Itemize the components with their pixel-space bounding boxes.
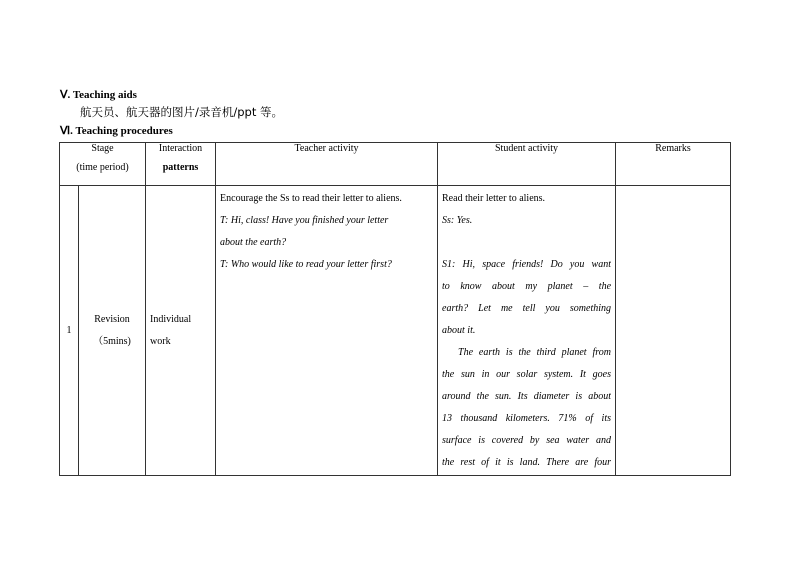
teacher-line: T: Who would like to read your letter first? (220, 259, 392, 270)
student-line: about it. (442, 325, 476, 336)
teacher-activity-cell (216, 186, 438, 476)
student-line: the rest of it is land. There are four (442, 457, 612, 468)
header-stage-sub: (time period) (76, 162, 129, 173)
interaction-line-2: work (150, 335, 171, 347)
header-stage: Stage (time period) (60, 143, 146, 186)
student-line: to know about my planet – the (442, 281, 612, 292)
section-6-title: Ⅵ. Teaching procedures (60, 125, 173, 137)
table-row (60, 186, 731, 476)
remarks-cell (616, 186, 731, 476)
student-line: around the sun. Its diameter is about (442, 391, 612, 402)
teacher-line: Encourage the Ss to read their letter to aliens. (220, 193, 402, 204)
header-remarks: Remarks (616, 143, 731, 186)
header-student-activity: Student activity (438, 143, 616, 186)
student-line: the sun in our solar system. It goes (442, 369, 612, 380)
student-line: Read their letter to aliens. (442, 193, 546, 204)
interaction-cell (146, 186, 216, 476)
header-interaction: Interaction patterns (146, 143, 216, 186)
student-line: Ss: Yes. (442, 215, 473, 226)
student-line (442, 232, 611, 254)
teacher-line: about the earth? (220, 237, 287, 248)
stage-time: （5mins) (93, 335, 131, 347)
row-number: 1 (60, 186, 79, 476)
student-line: S1: Hi, space friends! Do you want (442, 259, 612, 270)
table-header-row (60, 143, 731, 186)
student-line: The earth is the third planet from (458, 347, 612, 358)
teaching-procedures-table (59, 142, 731, 476)
teacher-line: T: Hi, class! Have you finished your letter (220, 215, 389, 226)
interaction-line-1: Individual (150, 313, 192, 325)
section-5-title: Ⅴ. Teaching aids (60, 89, 137, 101)
teaching-aids-text: 航天员、航天器的图片/录音机/ppt 等。 (80, 105, 284, 119)
student-activity-cell (438, 186, 616, 476)
student-line: surface is covered by sea water and (442, 435, 612, 446)
student-line: 13 thousand kilometers. 71% of its (442, 413, 612, 424)
header-interaction-sub: patterns (162, 162, 199, 173)
header-teacher-activity: Teacher activity (216, 143, 438, 186)
stage-label: Revision (94, 313, 130, 325)
student-line: earth? Let me tell you something (442, 303, 612, 314)
stage-cell (79, 186, 146, 476)
